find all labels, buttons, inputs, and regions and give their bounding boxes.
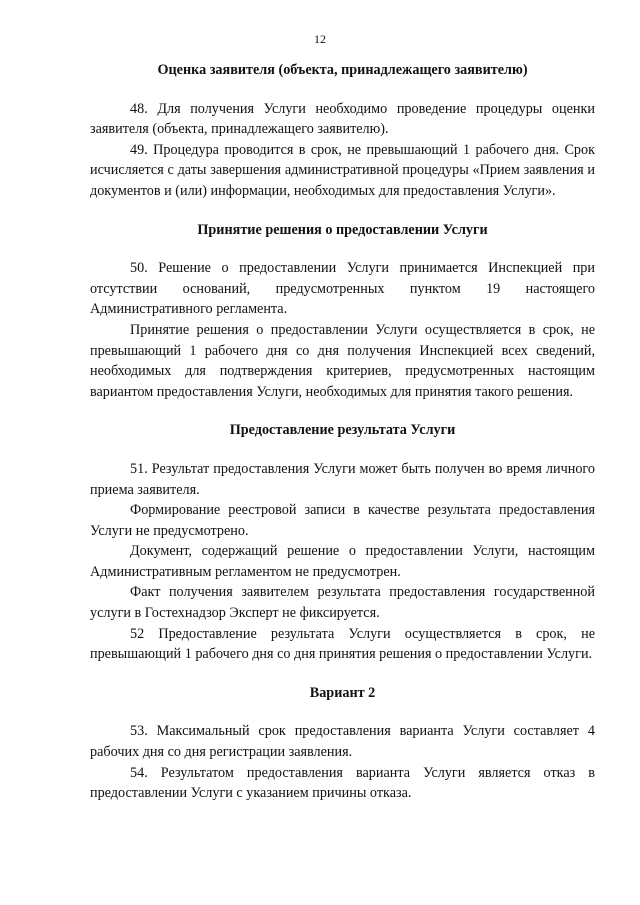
paragraph: 51. Результат предоставления Услуги может быть получен во время личного приема заявителя. [90, 460, 595, 498]
paragraph: 52 Предоставление результата Услуги осуществляется в срок, не превышающий 1 рабочего дня со дня принятия решения о предоставлении Услуги. [90, 625, 595, 663]
paragraph: Документ, содержащий решение о предоставлении Услуги, настоящим Административным регламентом не предусмотрен. [90, 543, 595, 580]
paragraph: 49. Процедура проводится в срок, не превышающий 1 рабочего дня. Срок исчисляется с даты завершения административной процедуры «Прием заявления и документов и (или) информации, необходимых для предоставления Услуги». [90, 141, 595, 199]
section-heading: Вариант 2 [309, 684, 376, 701]
paragraph: Принятие решения о предоставлении Услуги осуществляется в срок, не превышающий 1 рабочего дня со дня получения Инспекцией всех сведений, необходимых для подтверждения критериев, предусмотренных настоящим вариантом предоставления Услуги, необходимых для принятия такого решения. [90, 321, 595, 400]
section-heading: Предоставление результата Услуги [229, 422, 456, 439]
section-heading: Принятие решения о предоставлении Услуги [197, 221, 488, 238]
page-number: 12 [314, 32, 326, 46]
paragraph: 53. Максимальный срок предоставления варианта Услуги составляет 4 рабочих дня со дня регистрации заявления. [90, 723, 595, 761]
paragraph: Формирование реестровой записи в качестве результата предоставления Услуги не предусмотрено. [90, 502, 595, 539]
paragraph: 54. Результатом предоставления варианта Услуги является отказ в предоставлении Услуги с указанием причины отказа. [90, 764, 595, 802]
paragraph: Факт получения заявителем результата предоставления государственной услуги в Гостехнадзор Эксперт не фиксируется. [90, 584, 595, 622]
section-variant-2 [90, 683, 595, 804]
section-heading: Оценка заявителя (объекта, принадлежащего заявителю) [157, 62, 528, 78]
section-decision [90, 220, 595, 403]
section-applicant-assessment [90, 60, 595, 202]
paragraph: 50. Решение о предоставлении Услуги принимается Инспекцией при отсутствии оснований, предусмотренных пунктом 19 настоящего Административного регламента. [90, 260, 595, 318]
document-body [90, 60, 595, 804]
section-result-delivery [90, 420, 595, 665]
paragraph: 48. Для получения Услуги необходимо проведение процедуры оценки заявителя (объекта, принадлежащего заявителю). [90, 100, 595, 138]
